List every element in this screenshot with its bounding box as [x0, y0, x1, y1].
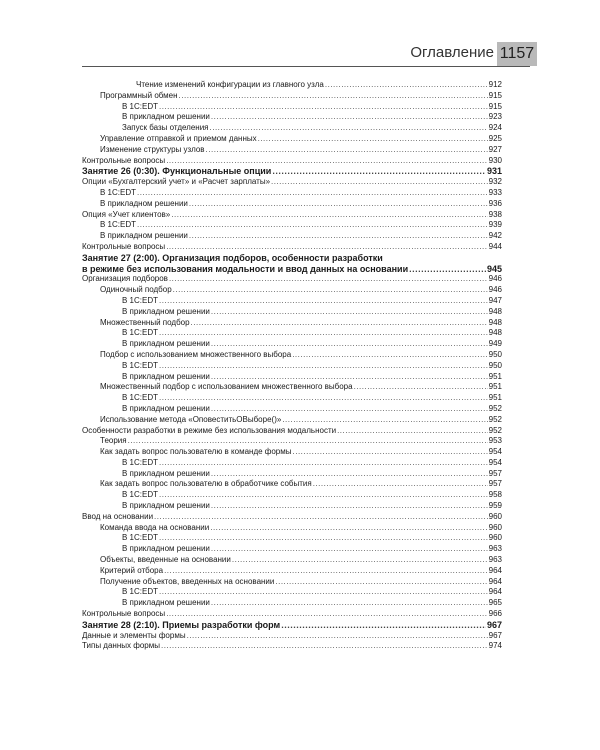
toc-entry[interactable] [82, 631, 502, 642]
toc-entry-page: 927 [488, 144, 502, 154]
toc-entry-title: Опция «Учет клиентов» [82, 209, 171, 219]
toc-entry-title: Занятие 27 (2:00). Организация подборов, особенности разработки [82, 252, 383, 263]
toc-entry-page: 960 [488, 522, 502, 532]
toc-entry-page: 960 [488, 533, 502, 543]
toc-entry-title: Объекты, введенные на основании [100, 555, 231, 565]
toc-leader-dots [271, 177, 488, 188]
toc-entry-page: 948 [488, 328, 502, 338]
toc-entry[interactable] [82, 339, 502, 350]
toc-leader-dots [189, 199, 488, 210]
toc-entry[interactable] [82, 274, 502, 285]
toc-entry-title: В прикладном решении [122, 501, 210, 511]
toc-entry-page: 946 [488, 285, 502, 295]
toc-leader-dots [189, 231, 488, 242]
toc-chapter-entry[interactable] [82, 620, 502, 631]
toc-leader-dots [159, 102, 488, 113]
toc-entry-page: 963 [488, 544, 502, 554]
header-title: Оглавление [410, 44, 494, 61]
toc-entry-title: Особенности разработки в режиме без использования модальности [82, 425, 337, 435]
toc-entry[interactable] [82, 210, 502, 221]
toc-entry-title: Одиночный подбор [100, 285, 172, 295]
toc-entry-page: 951 [488, 382, 502, 392]
toc-entry-title: В 1С:EDT [122, 393, 159, 403]
toc-entry-title: Теория [100, 436, 127, 446]
toc-leader-dots [137, 188, 488, 199]
toc-entry-page: 963 [488, 555, 502, 565]
toc-entry[interactable] [82, 318, 502, 329]
toc-entry-title: В прикладном решении [100, 198, 188, 208]
toc-leader-dots [191, 318, 488, 329]
toc-entry[interactable] [82, 177, 502, 188]
toc-entry[interactable] [82, 156, 502, 167]
toc-entry-page: 950 [488, 360, 502, 370]
toc-entry-title: В прикладном решении [122, 306, 210, 316]
toc-leader-dots [164, 566, 488, 577]
toc-entry-title: Типы данных формы [82, 641, 160, 651]
toc-entry[interactable] [82, 231, 502, 242]
toc-entry[interactable] [82, 523, 502, 534]
toc-entry-title: В 1С:EDT [122, 328, 159, 338]
toc-entry-title: Чтение изменений конфигурации из главного узла [136, 80, 324, 89]
toc-entry[interactable] [82, 436, 502, 447]
toc-entry-page: 957 [488, 468, 502, 478]
toc-leader-dots [169, 274, 488, 285]
toc-entry-page: 964 [488, 587, 502, 597]
toc-leader-dots [154, 512, 488, 523]
toc-entry-title: Изменение структуры узлов [100, 144, 205, 154]
toc-chapter-entry[interactable] [82, 166, 502, 177]
toc-entry-title: Получение объектов, введенных на основании [100, 576, 275, 586]
toc-entry[interactable] [82, 577, 502, 588]
toc-entry-page: 947 [488, 295, 502, 305]
toc-entry[interactable] [82, 350, 502, 361]
toc-entry[interactable] [82, 382, 502, 393]
toc-entry[interactable] [82, 188, 502, 199]
toc-entry-page: 952 [488, 403, 502, 413]
toc-entry-title: Подбор с использованием множественного выбора [100, 349, 292, 359]
toc-entry-title: Как задать вопрос пользователю в обработчике события [100, 479, 312, 489]
toc-leader-dots [325, 80, 488, 91]
toc-entry-title: Использование метода «ОповеститьОВыборе()» [100, 414, 282, 424]
toc-entry-title: В 1С:EDT [122, 360, 159, 370]
toc-leader-dots [293, 447, 488, 458]
toc-entry-title: Занятие 26 (0:30). Функциональные опции [82, 166, 272, 177]
toc-entry-page: 938 [488, 209, 502, 219]
toc-entry[interactable] [82, 415, 502, 426]
toc-leader-dots [210, 523, 487, 534]
toc-leader-dots [211, 404, 488, 415]
header-divider [82, 66, 530, 67]
toc-entry-page: 967 [488, 630, 502, 640]
toc-entry-page: 950 [488, 349, 502, 359]
toc-entry-page: 915 [488, 101, 502, 111]
toc-leader-dots [159, 361, 488, 372]
toc-leader-dots [354, 382, 488, 393]
toc-entry[interactable] [82, 285, 502, 296]
toc-entry-title: Запуск базы отделения [122, 123, 209, 133]
toc-entry-page: 959 [488, 501, 502, 511]
toc-leader-dots [159, 587, 488, 598]
toc-entry-title: Контрольные вопросы [82, 241, 166, 251]
toc-leader-dots [337, 426, 488, 437]
toc-entry-page: 932 [488, 177, 502, 187]
toc-leader-dots [159, 533, 488, 544]
toc-leader-dots [211, 598, 488, 609]
toc-leader-dots [211, 112, 488, 123]
toc-entry-page: 951 [488, 393, 502, 403]
toc-entry[interactable] [82, 641, 502, 652]
toc-entry-title: В 1С:EDT [122, 587, 159, 597]
toc-leader-dots [166, 242, 487, 253]
toc-entry-page: 951 [488, 371, 502, 381]
toc-entry-page: 952 [488, 414, 502, 424]
toc-leader-dots [159, 328, 488, 339]
toc-entry[interactable] [82, 372, 502, 383]
toc-entry-page: 944 [488, 241, 502, 251]
toc-entry-title: В 1С:EDT [122, 533, 159, 543]
toc-leader-dots [173, 285, 488, 296]
toc-entry-title: В прикладном решении [122, 403, 210, 413]
toc-entry-page: 960 [488, 511, 502, 521]
toc-leader-dots [171, 210, 487, 221]
toc-entry[interactable] [82, 458, 502, 469]
toc-entry-title: Управление отправкой и приемом данных [100, 133, 257, 143]
toc-leader-dots [128, 436, 488, 447]
toc-entry-line [82, 264, 502, 275]
toc-entry[interactable] [82, 598, 502, 609]
toc-entry[interactable] [82, 479, 502, 490]
toc-entry-page: 945 [486, 263, 502, 274]
toc-entry-title: Критерий отбора [100, 565, 164, 575]
toc-entry[interactable] [82, 447, 502, 458]
toc-entry[interactable] [82, 566, 502, 577]
toc-entry-page: 974 [488, 641, 502, 651]
toc-entry-title: Опции «Бухгалтерский учет» и «Расчет зарплаты» [82, 177, 271, 187]
toc-leader-dots [211, 339, 488, 350]
toc-entry-title: В прикладном решении [122, 598, 210, 608]
toc-entry[interactable] [82, 307, 502, 318]
toc-entry-page: 915 [488, 90, 502, 100]
toc-entry-title: В прикладном решении [122, 468, 210, 478]
toc-entry-page: 923 [488, 112, 502, 122]
toc-entry-page: 936 [488, 198, 502, 208]
toc-leader-dots [137, 220, 488, 231]
toc-entry-page: 952 [488, 425, 502, 435]
toc-entry[interactable] [82, 145, 502, 156]
toc-leader-dots [210, 123, 488, 134]
toc-entry-title: Данные и элементы формы [82, 630, 186, 640]
toc-entry-page: 967 [486, 619, 502, 630]
table-of-contents [82, 80, 502, 652]
toc-entry-title: Программный обмен [100, 90, 178, 100]
toc-entry-title: Контрольные вопросы [82, 155, 166, 165]
toc-entry-title: В прикладном решении [122, 112, 210, 122]
toc-entry-title: В прикладном решении [100, 231, 188, 241]
toc-entry[interactable] [82, 426, 502, 437]
page-number-badge: 1157 [497, 42, 537, 66]
toc-leader-dots [159, 393, 488, 404]
toc-entry-page: 954 [488, 457, 502, 467]
toc-entry[interactable] [82, 220, 502, 231]
toc-leader-dots [179, 91, 488, 102]
toc-entry-title: В прикладном решении [122, 371, 210, 381]
toc-entry[interactable] [82, 587, 502, 598]
toc-entry-title: В прикладном решении [122, 339, 210, 349]
toc-entry[interactable] [82, 296, 502, 307]
toc-leader-dots [211, 544, 488, 555]
toc-entry[interactable] [82, 328, 502, 339]
toc-entry-page: 965 [488, 598, 502, 608]
toc-leader-dots [211, 372, 488, 383]
toc-leader-dots [159, 458, 488, 469]
toc-entry[interactable] [82, 91, 502, 102]
toc-leader-dots [275, 577, 487, 588]
page-header [0, 42, 600, 68]
toc-entry-page: 953 [488, 436, 502, 446]
toc-leader-dots [159, 296, 488, 307]
toc-entry-page: 964 [488, 576, 502, 586]
toc-entry-page: 964 [488, 565, 502, 575]
toc-entry-page: 931 [486, 166, 502, 177]
toc-leader-dots [313, 479, 488, 490]
toc-leader-dots [282, 415, 487, 426]
toc-entry-title: В 1С:EDT [122, 457, 159, 467]
toc-leader-dots [166, 156, 487, 167]
toc-entry[interactable] [82, 134, 502, 145]
toc-entry[interactable] [82, 361, 502, 372]
toc-entry-title: В 1С:EDT [100, 220, 137, 230]
toc-entry-title: В 1С:EDT [122, 295, 159, 305]
toc-entry-title: Ввод на основании [82, 511, 154, 521]
toc-entry[interactable] [82, 123, 502, 134]
toc-entry[interactable] [82, 469, 502, 480]
toc-leader-dots [211, 469, 488, 480]
toc-entry[interactable] [82, 199, 502, 210]
toc-leader-dots [281, 620, 486, 631]
toc-leader-dots [272, 166, 486, 177]
toc-entry[interactable] [82, 555, 502, 566]
toc-entry[interactable] [82, 393, 502, 404]
toc-entry-page: 930 [488, 155, 502, 165]
toc-entry-title: Организация подборов [82, 274, 168, 284]
toc-entry-page: 924 [488, 123, 502, 133]
toc-entry-title: В 1С:EDT [122, 490, 159, 500]
toc-entry[interactable] [82, 501, 502, 512]
toc-entry[interactable] [82, 544, 502, 555]
toc-entry-page: 948 [488, 317, 502, 327]
toc-entry-title: Контрольные вопросы [82, 609, 166, 619]
toc-entry[interactable] [82, 102, 502, 113]
toc-entry[interactable] [82, 533, 502, 544]
toc-entry-page: 954 [488, 447, 502, 457]
toc-entry[interactable] [82, 242, 502, 253]
toc-entry-title: В прикладном решении [122, 544, 210, 554]
toc-entry-page: 948 [488, 306, 502, 316]
toc-entry-title: Занятие 28 (2:10). Приемы разработки форм [82, 619, 281, 630]
toc-chapter-entry[interactable] [82, 253, 502, 275]
toc-entry-page: 912 [488, 80, 502, 89]
toc-entry-page: 966 [488, 609, 502, 619]
toc-entry[interactable] [82, 80, 502, 91]
toc-leader-dots [409, 264, 486, 275]
toc-entry-title: В 1С:EDT [100, 187, 137, 197]
toc-entry-page: 957 [488, 479, 502, 489]
toc-leader-dots [166, 609, 487, 620]
toc-entry[interactable] [82, 512, 502, 523]
toc-leader-dots [258, 134, 488, 145]
toc-leader-dots [292, 350, 487, 361]
toc-entry-page: 939 [488, 220, 502, 230]
toc-entry[interactable] [82, 490, 502, 501]
toc-entry-page: 958 [488, 490, 502, 500]
toc-leader-dots [211, 307, 488, 318]
toc-entry-page: 949 [488, 339, 502, 349]
toc-leader-dots [206, 145, 488, 156]
toc-leader-dots [159, 490, 488, 501]
toc-entry-page: 942 [488, 231, 502, 241]
toc-entry[interactable] [82, 112, 502, 123]
toc-entry-title: Как задать вопрос пользователю в команде формы [100, 447, 292, 457]
toc-leader-dots [187, 631, 488, 642]
toc-entry-title: в режиме без использования модальности и ввод данных на основании [82, 263, 409, 274]
toc-entry-title: Команда ввода на основании [100, 522, 210, 532]
toc-entry-title: Множественный подбор [100, 317, 190, 327]
toc-leader-dots [211, 501, 488, 512]
toc-leader-dots [232, 555, 488, 566]
toc-entry[interactable] [82, 609, 502, 620]
toc-leader-dots [161, 641, 488, 652]
toc-entry-page: 946 [488, 274, 502, 284]
toc-entry-title: Множественный подбор с использованием множественного выбора [100, 382, 353, 392]
toc-entry-title: В 1С:EDT [122, 101, 159, 111]
toc-entry[interactable] [82, 404, 502, 415]
toc-entry-page: 933 [488, 187, 502, 197]
toc-entry-page: 925 [488, 133, 502, 143]
